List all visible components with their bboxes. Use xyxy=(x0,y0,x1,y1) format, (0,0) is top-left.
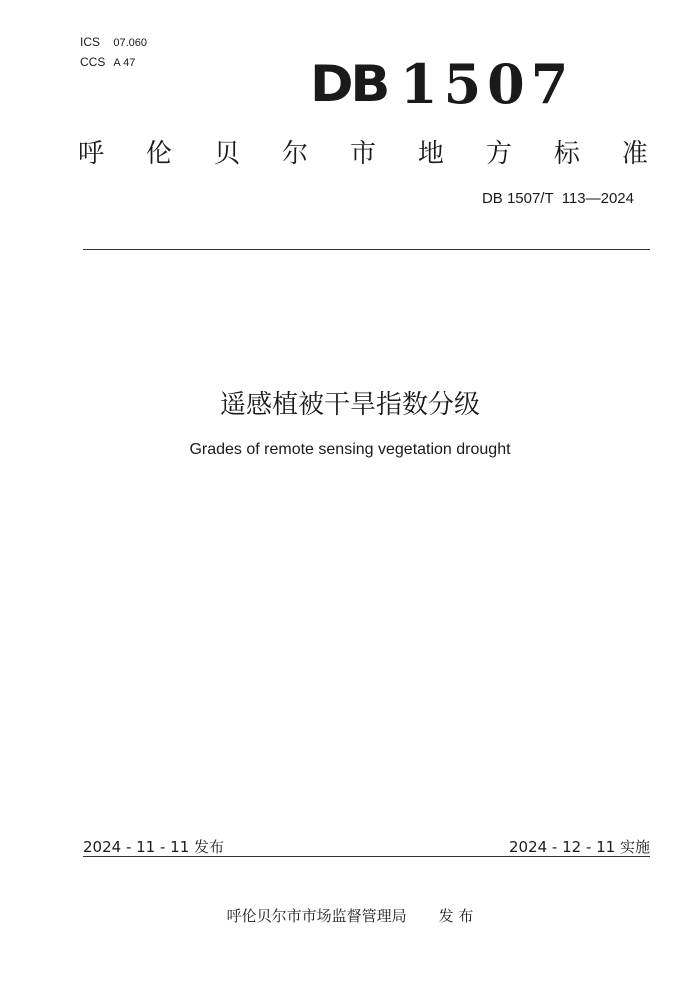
ics-code: 07.060 xyxy=(113,37,147,49)
header-divider xyxy=(83,249,650,250)
standard-type-char: 准 xyxy=(621,139,648,169)
document-title-en: Grades of remote sensing vegetation drought xyxy=(189,441,511,458)
ccs-code: A 47 xyxy=(113,57,136,69)
issue-date: 2024 - 11 - 11 发布 xyxy=(83,838,225,856)
standard-type-char: 呼 xyxy=(78,139,105,169)
standard-type-char: 市 xyxy=(349,139,376,169)
standard-type-char: 方 xyxy=(485,139,512,169)
standard-number: DB 1507/T 113—2024 xyxy=(481,190,634,207)
ccs-label: CCS xyxy=(80,55,106,69)
standard-mark xyxy=(310,52,595,116)
document-title-cn: 遥感植被干旱指数分级 xyxy=(219,390,480,420)
issuer-name: 呼伦贝尔市市场监督管理局 xyxy=(226,907,407,925)
ccs-row xyxy=(80,55,135,70)
standard-mark-prefix: DB xyxy=(310,55,388,113)
issuer-line xyxy=(0,905,700,926)
implementation-date: 2024 - 12 - 11 实施 xyxy=(508,838,650,856)
issuer-action: 发 布 xyxy=(438,907,474,925)
ics-row xyxy=(80,35,147,50)
ics-label: ICS xyxy=(80,35,101,49)
standard-type-char: 地 xyxy=(417,139,444,169)
standard-type-char: 贝 xyxy=(213,139,240,169)
standard-type-heading xyxy=(78,136,648,172)
standard-type-char: 标 xyxy=(553,139,580,169)
standard-type-char: 尔 xyxy=(281,139,308,169)
standard-mark-code: 1507 xyxy=(400,52,575,116)
footer-divider xyxy=(83,856,650,857)
standard-type-char: 伦 xyxy=(145,139,172,169)
